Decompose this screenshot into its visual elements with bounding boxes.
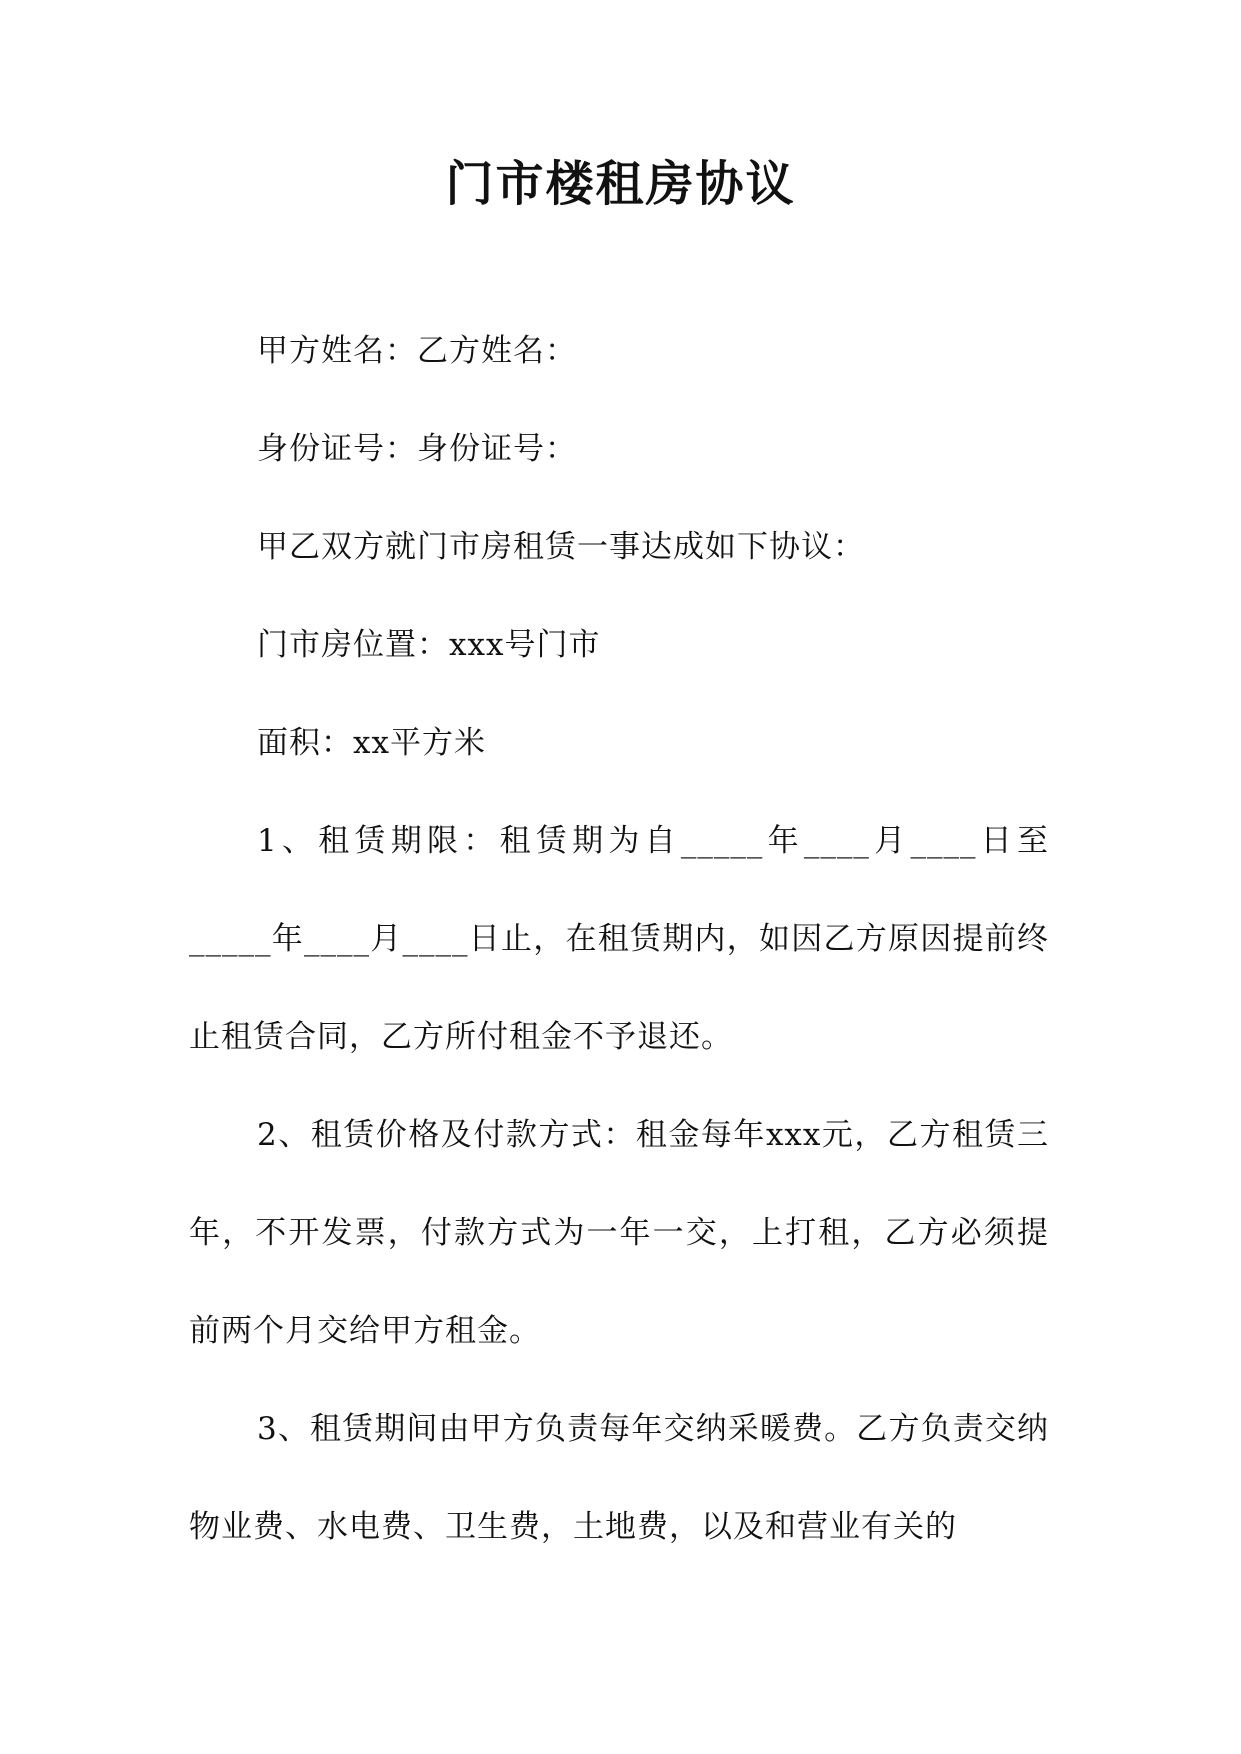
document-body — [189, 302, 1049, 1576]
clause-1-lease-term: 1、租赁期限：租赁期为自_____年____月____日至_____年____月____日止，在租赁期内，如因乙方原因提前终止租赁合同，乙方所付租金不予退还。 — [189, 823, 1049, 1055]
location-line: 门市房位置：xxx号门市 — [257, 627, 601, 663]
area-line: 面积：xx平方米 — [257, 725, 486, 761]
clause-3-fees: 3、租赁期间由甲方负责每年交纳采暖费。乙方负责交纳物业费、水电费、卫生费，土地费，以及和营业有关的 — [189, 1411, 1049, 1545]
agreement-intro-line: 甲乙双方就门市房租赁一事达成如下协议： — [257, 529, 865, 565]
id-numbers-line: 身份证号：身份证号： — [257, 431, 577, 467]
clause-2-price-payment: 2、租赁价格及付款方式：租金每年xxx元，乙方租赁三年，不开发票，付款方式为一年一交，上打租，乙方必须提前两个月交给甲方租金。 — [189, 1117, 1049, 1349]
party-names-line: 甲方姓名：乙方姓名： — [257, 333, 577, 369]
document-title: 门市楼租房协议 — [445, 156, 796, 212]
